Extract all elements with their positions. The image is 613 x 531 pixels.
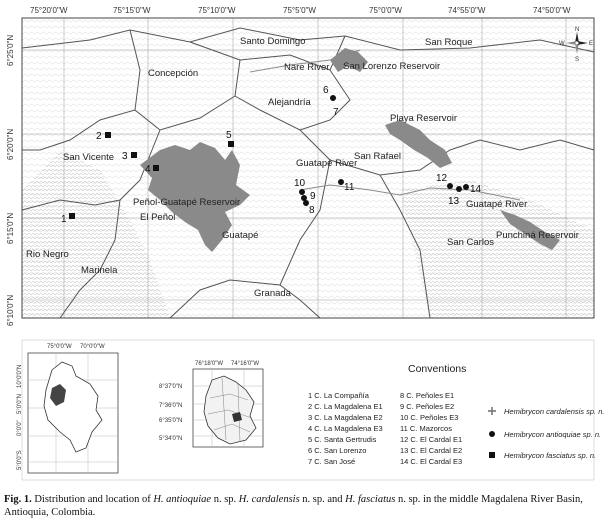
convention-item: 9 C. Peñoles E2	[400, 402, 455, 411]
lon-label: 75°0'0"W	[369, 6, 402, 15]
station-number: 4	[145, 164, 151, 175]
lon-label: 75°15'0"W	[113, 6, 151, 15]
caption-species: H. antioquiae	[153, 494, 212, 505]
place-label: Nare River	[284, 62, 330, 73]
circle-marker	[330, 95, 336, 101]
square-marker	[131, 152, 137, 158]
place-label: Concepción	[148, 68, 199, 79]
place-label: Guatapé	[222, 230, 259, 241]
inset-colombia-lat-label: 5°0'0"S	[17, 450, 23, 470]
place-label: San Vicente	[63, 152, 115, 163]
caption-fig-number: Fig. 1.	[4, 494, 32, 505]
place-label: Rio Negro	[26, 249, 69, 260]
station-number: 13	[448, 196, 460, 207]
square-marker	[69, 213, 75, 219]
convention-item: 12 C. El Cardal E1	[400, 435, 463, 444]
convention-item: 7 C. San José	[308, 457, 356, 466]
convention-item: 5 C. Santa Gertrudis	[308, 435, 377, 444]
compass-s-label: S	[575, 57, 580, 63]
lat-label: 6°20'0"N	[6, 128, 15, 160]
station-number: 11	[344, 182, 355, 193]
place-label: Marinela	[81, 265, 118, 276]
inset-colombia-lon-label: 75°0'0"W	[47, 344, 72, 350]
place-label: Guatapé River	[296, 158, 358, 169]
inset-antioquia-lon-label: 74°16'0"W	[231, 361, 260, 367]
station-number: 14	[470, 184, 482, 195]
inset-colombia	[17, 344, 118, 473]
lat-label: 6°15'0"N	[6, 212, 15, 244]
station-number: 3	[122, 151, 128, 162]
figure-caption	[4, 493, 609, 519]
circle-marker-icon	[489, 431, 495, 437]
caption-text: Distribution and location of	[31, 494, 154, 505]
convention-item: 13 C. El Cardal E2	[400, 446, 463, 455]
star-marker-icon	[488, 407, 496, 415]
circle-marker	[447, 183, 453, 189]
convention-item: 6 C. San Lorenzo	[308, 446, 367, 455]
station-number: 6	[323, 85, 329, 96]
inset-colombia-lat-label: 5°0'0"N	[17, 393, 23, 414]
caption-species: H. fasciatus	[345, 494, 396, 505]
square-marker-icon	[489, 452, 495, 458]
compass-w-label: W	[559, 41, 565, 47]
station-number: 9	[310, 191, 316, 202]
species-label: Hemibrycon cardalensis sp. n.	[504, 407, 605, 416]
place-label: Guatapé River	[466, 199, 528, 210]
place-label: San Rafael	[354, 151, 402, 162]
species-label: Hemibrycon fasciatus sp. n.	[504, 451, 597, 460]
lat-label: 6°25'0"N	[6, 34, 15, 66]
conventions-legend	[308, 363, 604, 466]
circle-marker	[463, 184, 469, 190]
station-number: 10	[294, 178, 306, 189]
circle-marker	[456, 186, 462, 192]
species-label: Hemibrycon antioquiae sp. n.	[504, 430, 602, 439]
lon-label: 74°50'0"W	[533, 6, 571, 15]
station-number: 2	[96, 131, 102, 142]
inset-antioquia	[159, 361, 263, 447]
lon-label: 74°55'0"W	[448, 6, 486, 15]
station-number: 7	[333, 107, 339, 118]
square-marker	[228, 141, 234, 147]
inset-antioquia-lat-label: 8°37'0"N	[159, 384, 183, 390]
compass-e-label: E	[589, 41, 594, 47]
inset-antioquia-lon-label: 76°18'0"W	[195, 361, 224, 367]
inset-colombia-lat-label: 10°0'0"N	[17, 364, 23, 388]
place-label: Santo Domingo	[240, 36, 306, 47]
square-marker	[105, 132, 111, 138]
convention-item: 8 C. Peñoles E1	[400, 391, 455, 400]
place-label: San Carlos	[447, 237, 494, 248]
place-label: Peñol-Guatapé Reservoir	[133, 197, 241, 208]
lon-label: 75°20'0"W	[30, 6, 68, 15]
place-label: Granada	[254, 288, 291, 299]
place-label: Punchiná Reservoir	[496, 230, 579, 241]
convention-item: 1 C. La Compañía	[308, 391, 369, 400]
inset-antioquia-lat-label: 7°36'0"N	[159, 403, 183, 409]
conventions-title: Conventions	[408, 363, 467, 375]
convention-item: 3 C. La Magdalena E2	[308, 413, 383, 422]
square-marker	[153, 165, 159, 171]
main-map	[6, 6, 594, 326]
inset-colombia-lon-label: 70°0'0"W	[80, 344, 105, 350]
convention-item: 14 C. El Cardal E3	[400, 457, 463, 466]
station-number: 1	[61, 214, 67, 225]
inset-antioquia-lat-label: 6°35'0"N	[159, 418, 183, 424]
convention-item: 11 C. Mazorcos	[400, 424, 452, 433]
lat-label: 6°10'0"N	[6, 294, 15, 326]
place-label: Alejandría	[268, 97, 311, 108]
station-number: 5	[226, 130, 232, 141]
inset-antioquia-lat-label: 5°34'0"N	[159, 436, 183, 442]
convention-item: 10 C. Peñoles E3	[400, 413, 459, 422]
place-label: El Peñol	[140, 212, 176, 223]
convention-item: 4 C. La Magdalena E3	[308, 424, 383, 433]
station-number: 8	[309, 205, 315, 216]
station-number: 12	[436, 173, 448, 184]
caption-species: H. cardalensis	[238, 494, 300, 505]
circle-marker	[299, 189, 305, 195]
lon-label: 75°5'0"W	[283, 6, 316, 15]
place-label: Playa Reservoir	[390, 113, 458, 124]
lon-label: 75°10'0"W	[198, 6, 236, 15]
place-label: San Roque	[425, 37, 473, 48]
compass-n-label: N	[575, 27, 580, 33]
caption-text: n. sp.	[211, 494, 239, 505]
inset-colombia-lat-label: 0°0'0"	[17, 420, 23, 436]
caption-text: n. sp. and	[299, 494, 346, 505]
place-label: San Lorenzo Reservoir	[343, 61, 441, 72]
convention-item: 2 C. La Magdalena E1	[308, 402, 383, 411]
caption-text: n. sp. in the middle Magdalena River Basin, Antioquia, Colombia.	[4, 494, 583, 518]
